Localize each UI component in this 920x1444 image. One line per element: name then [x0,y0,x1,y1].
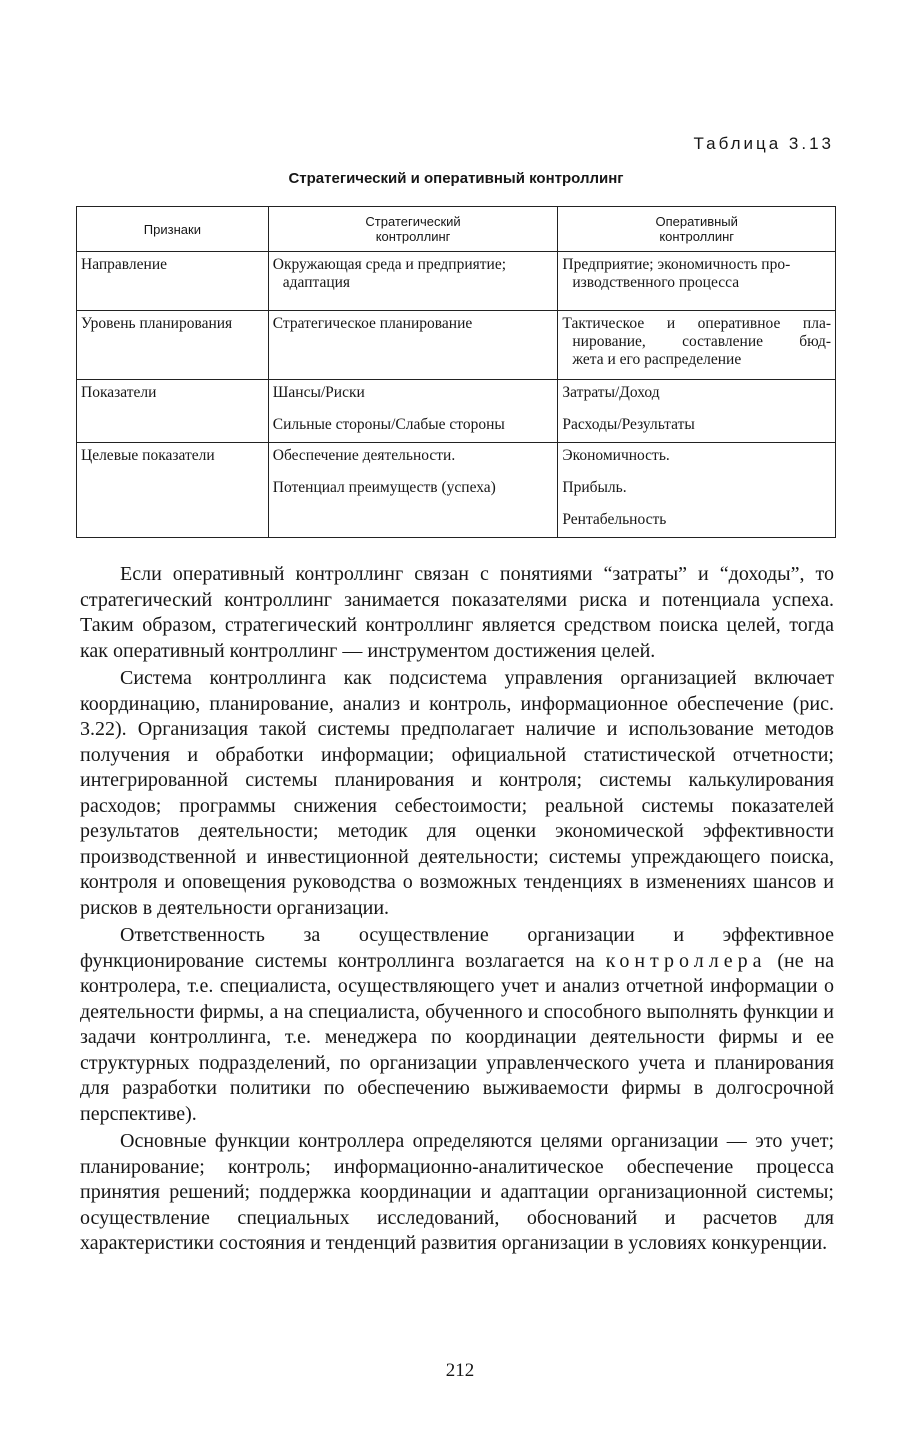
paragraph-text: Система контроллинга как подсистема управления организацией включает координацию, планирование, анализ и контроль, информационное обеспечение (рис. 3.22). Организация такой системы предполагает наличие и использование методов получения и обработки информации; официальной статистической отчетности; интегрированной системы планирования и контроля; системы калькулирования расходов; программы снижения себестоимости; реальной системы показателей результатов деятельности; методик для оценки экономической эффективности производственной и инвестиционной деятельности; системы упреждающего поиска, контроля и оповещения руководства о возможных тенденциях в изменениях шансов и рисков в деятельности организации. [80,667,834,919]
feature-cell [77,252,269,311]
paragraph: Основные функции контроллера определяются целями организации — это учет; планирование; контроль; информационно-аналитическое обеспечение процесса принятия решений; поддержка координации и адаптации организационной системы; осуществление специальных исследований, обоснований и расчетов для характеристики состояния и тенденций развития организации в условиях конкуренции. [80,1130,834,1254]
paragraph-text: Ответственность за осуществление организации и эффективное функционирование системы контроллинга возлагается на [80,924,834,972]
operational-cell [558,252,836,311]
strategic-text: Стратегическое планирование [272,315,473,332]
table-header-row [77,207,836,252]
strategic-text: Шансы/Риски [272,384,365,401]
strategic-cell [268,443,558,538]
strategic-cell [268,252,558,311]
operational-cell [558,380,836,443]
operational-cell [558,443,836,538]
header-operational-label: Оперативный контроллинг [655,214,738,244]
paragraph: Если оперативный контроллинг связан с понятиями “затраты” и “доходы”, то стратегический контроллинг занимается показателями риска и потенциала успеха. Таким образом, стратегический контроллинг является средством поиска целей, тогда как оперативный контроллинг — инструментом достижения целей. [80,563,834,662]
table-label: Таблица 3.13 [693,134,834,153]
header-operational [558,207,836,252]
header-strategic [268,207,558,252]
table-row [77,252,836,311]
header-strategic-label: Стратегический контроллинг [365,214,461,244]
page-number: 212 [445,1360,475,1381]
strategic-text: Сильные стороны/Слабые стороны [272,416,505,433]
feature-label: Показатели [81,384,157,401]
strategic-text: Окружающая среда и предприятие; [272,256,507,273]
table-row [77,443,836,538]
feature-cell [77,443,269,538]
operational-cell [558,311,836,380]
table-row [77,311,836,380]
strategic-cell [268,311,558,380]
table-row [77,380,836,443]
feature-label: Целевые показатели [81,447,215,464]
operational-text: Экономичность. [562,447,670,464]
operational-text: нирование, составление бюд- [572,333,831,350]
operational-text: Прибыль. [562,479,627,496]
header-features: Признаки [77,207,269,252]
strategic-text: Обеспечение деятельности. [272,447,456,464]
paragraph-text: (не на контролера, т.е. специалиста, осуществляющего учет и анализ отчетной информации о деятельности фирмы, а на специалиста, обученного и способного выполнять функции и задачи контроллинга, т.е. менеджера по координации деятельности фирмы и ее структурных подразделений, по организации управленческого учета и планирования для разработки политики по обеспечению выживаемости фирмы в долгосрочной перспективе). [80,949,835,1125]
feature-label: Направление [81,256,167,273]
strategic-text: адаптация [282,274,351,291]
body-text [80,562,834,1259]
feature-cell [77,311,269,380]
operational-text: Тактическое и оперативное пла- [562,315,831,332]
operational-text: жета и его распределение [572,351,742,368]
operational-text: Расходы/Результаты [562,416,695,433]
feature-cell [77,380,269,443]
strategic-text: Потенциал преимуществ (успеха) [272,479,496,496]
strategic-cell [268,380,558,443]
feature-label: Уровень планирования [81,315,233,332]
controlling-table [76,206,836,538]
paragraph [80,923,834,1127]
paragraph [80,666,834,921]
table-title: Стратегический и оперативный контроллинг [288,170,624,187]
operational-text: Затраты/Доход [562,384,660,401]
emphasized-term: контроллера [605,949,767,972]
operational-text: Рентабельность [562,511,667,528]
operational-text: изводственного процесса [572,274,740,291]
operational-text: Предприятие; экономичность про- [562,256,791,273]
